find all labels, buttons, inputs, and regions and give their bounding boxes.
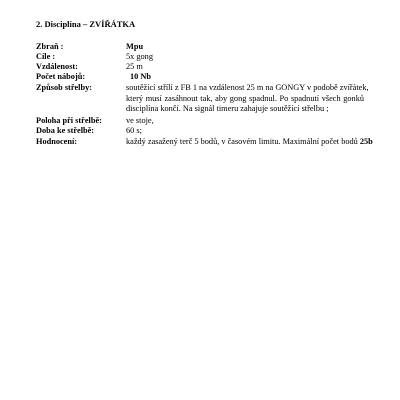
label-hodnoceni: Hodnocení: bbox=[36, 137, 78, 146]
value-zpusob bbox=[82, 83, 369, 115]
label-zbran: Zbraň : bbox=[36, 42, 64, 51]
row-zpusob bbox=[36, 83, 369, 115]
row-poloha bbox=[36, 116, 366, 127]
label-vzdalenost: Vzdálenost: bbox=[36, 62, 78, 71]
row-doba bbox=[36, 126, 366, 137]
row-naboje bbox=[36, 72, 366, 83]
value-doba: 60 s; bbox=[126, 126, 142, 135]
label-cile: Cíle : bbox=[36, 52, 56, 61]
value-vzdalenost: 25 m bbox=[126, 62, 143, 71]
value-zbran: Mpu bbox=[126, 42, 144, 51]
label-doba: Doba ke střelbě: bbox=[36, 126, 95, 135]
label-poloha: Poloha při střelbě: bbox=[36, 116, 102, 125]
value-cile: 5x gong bbox=[126, 52, 153, 61]
value-poloha: ve stoje, bbox=[126, 116, 154, 125]
value-hodnoceni bbox=[82, 137, 373, 148]
zpusob-line-2: který musí zasáhnout tak, aby gong spadnul. Po spadnutí všech gonků bbox=[126, 93, 364, 103]
hodnoceni-text: každý zasažený terč 5 bodů, v časovém limitu. Maximální počet bodů bbox=[126, 137, 360, 146]
row-hodnoceni bbox=[36, 137, 373, 148]
label-naboje: Počet nábojů: bbox=[36, 72, 86, 81]
row-vzdalenost bbox=[36, 62, 366, 73]
zpusob-line-3: disciplína končí. Na signál timeru zahajuje soutěžící střelbu ; bbox=[126, 104, 329, 113]
row-cile bbox=[36, 52, 366, 63]
value-naboje: 10 Nb bbox=[130, 72, 151, 81]
zpusob-line-1: soutěžící střílí z FB 1 na vzdálenost 25 m na GONGY v podobě zvířátek, bbox=[126, 83, 369, 92]
discipline-heading: 2. Disciplína – ZVÍŘÁTKA bbox=[36, 19, 136, 29]
row-zbran bbox=[36, 42, 366, 53]
label-zpusob: Způsob střelby: bbox=[36, 83, 93, 92]
hodnoceni-max-points: 25b bbox=[359, 137, 373, 146]
